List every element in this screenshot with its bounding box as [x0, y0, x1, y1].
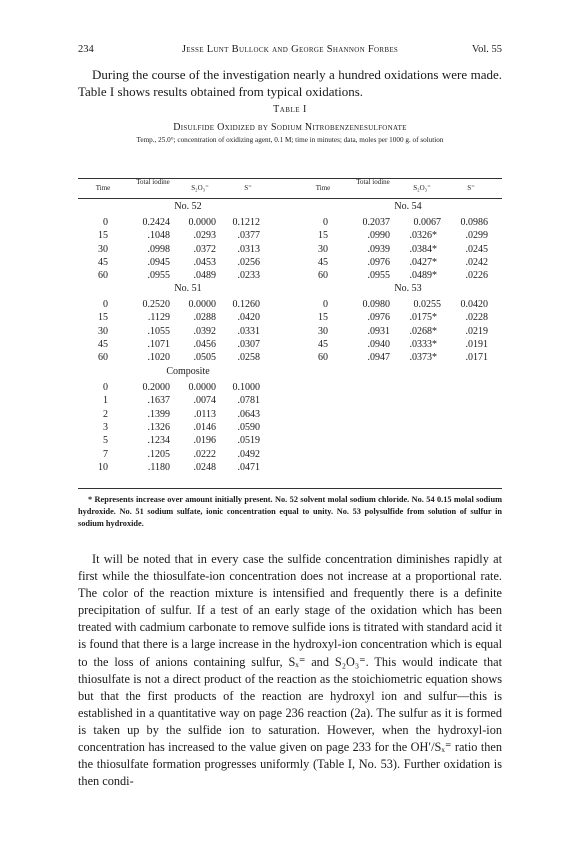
table-cell: 2	[103, 408, 108, 420]
column-header: Time	[315, 184, 331, 192]
table-cell: 0.0986	[460, 217, 488, 228]
column-header: S⁼	[244, 184, 252, 192]
table-cell: .0256	[237, 256, 260, 268]
table-cell: .0268*	[409, 325, 437, 337]
table-cell: 30	[98, 243, 108, 255]
table-cell: 0.0067	[413, 217, 441, 228]
column-header: Total iodine	[136, 178, 170, 186]
block-name: No. 51	[174, 283, 202, 294]
table-row	[88, 298, 288, 311]
table-rule	[78, 198, 502, 199]
table-cell: .0196	[193, 435, 216, 447]
table-row	[88, 311, 288, 324]
table-cell: 60	[98, 352, 108, 364]
table-cell: 30	[318, 243, 328, 255]
table-row	[308, 351, 508, 364]
table-row	[88, 256, 288, 269]
table-cell: 10	[98, 461, 108, 473]
page-number: 234	[78, 44, 94, 55]
table-cell: .0519	[237, 435, 260, 447]
table-cell: .0288	[193, 312, 216, 324]
table-cell: .1055	[147, 325, 170, 337]
table-cell: 0	[323, 217, 328, 228]
table-cell: .0492	[237, 448, 260, 460]
table-cell: .0307	[237, 338, 260, 350]
column-header: S₂O₃⁼	[191, 184, 209, 192]
table-cell: 45	[318, 338, 328, 350]
table-cell: 0.0000	[188, 299, 216, 310]
table-cell: .0299	[465, 230, 488, 242]
table-cell: .0990	[367, 230, 390, 242]
table-cell: 60	[318, 270, 328, 282]
table-cell: 0	[103, 217, 108, 228]
table-row	[88, 338, 288, 351]
table-row	[88, 461, 288, 474]
table-cell: 0.2037	[362, 217, 390, 228]
table-cell: 0	[323, 299, 328, 310]
volume-label: Vol. 55	[471, 44, 502, 55]
table-cell: 45	[318, 256, 328, 268]
table-cell: .0248	[193, 461, 216, 473]
table-cell: 3	[103, 421, 108, 433]
table-cell: 0	[103, 299, 108, 310]
table-cell: .0976	[367, 312, 390, 324]
table-cell: .0939	[367, 243, 390, 255]
table-cell: .0392	[193, 325, 216, 337]
table-cell: .0955	[367, 270, 390, 282]
column-header: S⁼	[467, 184, 475, 192]
column-header: Total iodine	[356, 178, 390, 186]
table-cell: .0489*	[409, 270, 437, 282]
table-cell: .0242	[465, 256, 488, 268]
table-title: Disulfide Oxidized by Sodium Nitrobenzenesulfonate	[173, 122, 407, 133]
table-conditions: Temp., 25.0°; concentration of oxidizing agent, 0.1 M; time in minutes; data, moles per 1000 g. of solution	[136, 136, 444, 144]
table-cell: .1129	[147, 312, 170, 324]
table-row	[88, 216, 288, 229]
table-cell: 45	[98, 338, 108, 350]
table-cell: .0171	[465, 352, 488, 364]
table-cell: .1020	[147, 352, 170, 364]
table-cell: .0191	[465, 338, 488, 350]
block-name: No. 54	[394, 201, 422, 212]
table-row	[88, 448, 288, 461]
table-cell: .0998	[147, 243, 170, 255]
table-row	[88, 434, 288, 447]
table-row	[88, 421, 288, 434]
column-header: Time	[95, 184, 111, 192]
table-cell: .0146	[193, 421, 216, 433]
table-cell: 1	[103, 395, 108, 407]
table-row	[88, 381, 288, 394]
table-row	[308, 269, 508, 282]
table-cell: .0372	[193, 243, 216, 255]
table-cell: 0	[103, 382, 108, 393]
table-cell: .0175*	[409, 312, 437, 324]
table-row	[308, 298, 508, 311]
table-cell: 0.1260	[232, 299, 260, 310]
table-row	[88, 325, 288, 338]
table-row	[88, 394, 288, 407]
table-cell: 30	[318, 325, 328, 337]
table-row	[88, 408, 288, 421]
table-cell: .0228	[465, 312, 488, 324]
table-cell: .1234	[147, 435, 170, 447]
table-cell: 5	[103, 435, 108, 447]
table-cell: .0074	[193, 395, 216, 407]
table-rule	[78, 488, 502, 489]
table-row	[88, 351, 288, 364]
table-cell: .0331	[237, 325, 260, 337]
table-cell: 7	[103, 448, 108, 460]
table-cell: .0781	[237, 395, 260, 407]
table-cell: 0.0000	[188, 217, 216, 228]
table-cell: .0931	[367, 325, 390, 337]
table-row	[88, 269, 288, 282]
table-cell: .1399	[147, 408, 170, 420]
table-cell: .0453	[193, 256, 216, 268]
table-cell: 45	[98, 256, 108, 268]
block-name: Composite	[166, 366, 210, 377]
block-name: No. 52	[174, 201, 202, 212]
table-cell: 15	[318, 312, 328, 324]
table-label: Table I	[273, 104, 307, 115]
table-row	[308, 216, 508, 229]
table-row	[308, 243, 508, 256]
table-cell: .0373*	[409, 352, 437, 364]
table-row	[308, 229, 508, 242]
table-cell: .0427*	[409, 256, 437, 268]
table-cell: .1205	[147, 448, 170, 460]
table-cell: 15	[98, 230, 108, 242]
body-paragraph	[78, 551, 502, 790]
table-cell: .1326	[147, 421, 170, 433]
table-row	[88, 243, 288, 256]
table-cell: .0420	[237, 312, 260, 324]
table-cell: .1048	[147, 230, 170, 242]
table-cell: .0456	[193, 338, 216, 350]
table-cell: 15	[98, 312, 108, 324]
block-name: No. 53	[394, 283, 422, 294]
table-cell: 0.0000	[188, 382, 216, 393]
table-cell: .0377	[237, 230, 260, 242]
table-cell: .0245	[465, 243, 488, 255]
table-row	[308, 311, 508, 324]
table-cell: 0.1212	[232, 217, 260, 228]
running-header	[78, 44, 502, 60]
table-cell: .1071	[147, 338, 170, 350]
table-cell: 0.2424	[142, 217, 170, 228]
table-cell: .1180	[147, 461, 170, 473]
table-cell: .0326*	[409, 230, 437, 242]
intro-paragraph: During the course of the investigation nearly a hundred oxidations were made. Table I shows results obtained from typical oxidations.	[78, 67, 502, 99]
running-title: Jesse Lunt Bullock and George Shannon Forbes	[181, 44, 399, 55]
body-text: It will be noted that in every case the sulfide concentration diminishes rapidly at first while the thiosulfate-ion concentration does not increase at a proportional rate. The color of the reaction mixture is intensified and frequently there is a definite precipitation of sulfur. If a test of an early stage of the oxidation which has been treated with cadmium carbonate to remove sulfide ions is titrated with standard acid it is found that there is a large increase in the hydroxyl-ion concentration which is equal to the loss of anions containing sulfur, Sₓ⁼ and S₂O₃⁼. This would indicate that thiosulfate is not a direct product of the reaction as the stoichiometric equation shows but that the first products of the reaction are hydroxyl ion and sulfur—this is established in a quantitative way on page 236 reaction (2a). The sulfur as it is formed is taken up by the sulfide ion to saturation. However, when the hydroxyl-ion concentration has increased to the value given on page 233 for the OH′/Sₓ⁼ ratio then the thiosulfate formation progresses uniformly (Table I, No. 53). Further oxidation is then condi-	[78, 552, 502, 789]
table-cell: .0258	[237, 352, 260, 364]
table-cell: 0.2000	[142, 382, 170, 393]
table-cell: .0940	[367, 338, 390, 350]
table-cell: 0.0420	[460, 299, 488, 310]
table-cell: 0.0255	[413, 299, 441, 310]
table-cell: .0471	[237, 461, 260, 473]
table-cell: .0113	[193, 408, 216, 420]
table-cell: 0.0980	[362, 299, 390, 310]
table-cell: .0505	[193, 352, 216, 364]
column-header: S₂O₃⁼	[413, 184, 431, 192]
table-cell: .0947	[367, 352, 390, 364]
table-cell: .0233	[237, 270, 260, 282]
table-cell: 15	[318, 230, 328, 242]
table-cell: 60	[98, 270, 108, 282]
table-cell: .0590	[237, 421, 260, 433]
table-cell: .0643	[237, 408, 260, 420]
table-cell: .0313	[237, 243, 260, 255]
table-cell: .0333*	[409, 338, 437, 350]
table-row	[308, 256, 508, 269]
table-cell: .0955	[147, 270, 170, 282]
table-cell: .0226	[465, 270, 488, 282]
table-row	[308, 325, 508, 338]
table-cell: .0222	[193, 448, 216, 460]
table-cell: 0.2520	[142, 299, 170, 310]
table-row	[88, 229, 288, 242]
table-cell: 0.1000	[232, 382, 260, 393]
table-cell: .0219	[465, 325, 488, 337]
table-footnote: * Represents increase over amount initially present. No. 52 solvent molal sodium chloride. No. 54 0.15 molal sodium hydroxide. No. 51 sodium sulfate, ionic concentration equal to unity. No. 53 polysulfide from solution of sulfur in sodium hydroxide.	[78, 495, 502, 528]
table-cell: 60	[318, 352, 328, 364]
table-cell: .1637	[147, 395, 170, 407]
table-row	[308, 338, 508, 351]
table-cell: .0945	[147, 256, 170, 268]
table-cell: .0384*	[409, 243, 437, 255]
table-cell: .0976	[367, 256, 390, 268]
table-cell: 30	[98, 325, 108, 337]
table-cell: .0293	[193, 230, 216, 242]
table-cell: .0489	[193, 270, 216, 282]
